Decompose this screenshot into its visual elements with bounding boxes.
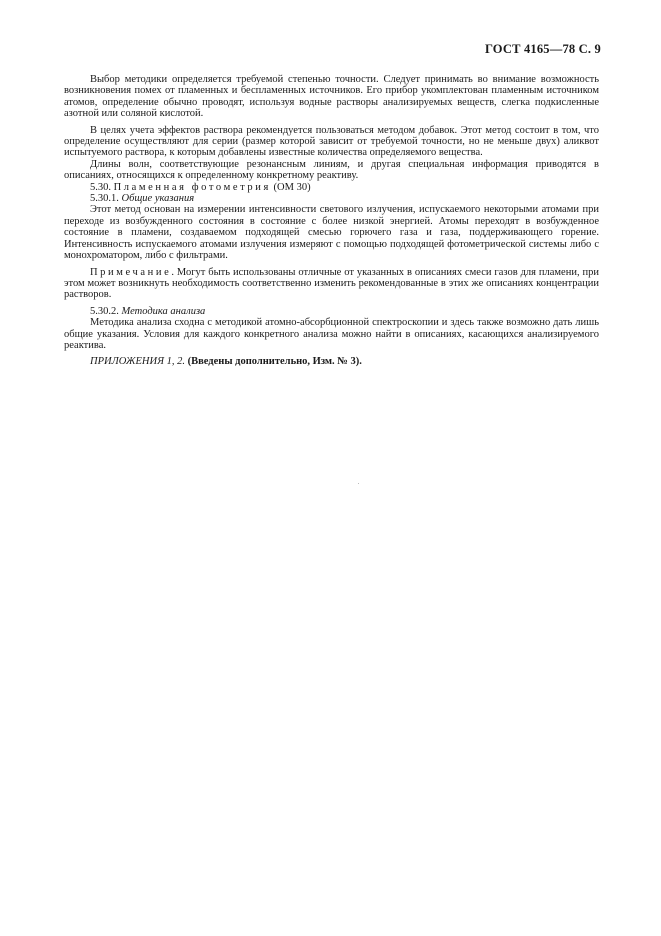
section-number: 5.30. bbox=[90, 181, 111, 193]
paragraph-method-choice: Выбор методики определяется требуемой степенью точности. Следует принимать во внимание возможность возникновения помех от пламенных и беспламенных источников. Его прибор укомплектован пламенным источником атомов, определение обычно проводят, используя водные растворы анализируемых веществ, слегка подкисленные азотной или соляной кислотой. bbox=[64, 74, 599, 120]
note-paragraph bbox=[64, 267, 599, 301]
section-code: (ОМ 30) bbox=[273, 181, 311, 193]
paragraph-wavelengths: Длины волн, соответствующие резонансным линиям, и другая специальная информация приводятся в описаниях, относящихся к определенному конкретному реактиву. bbox=[64, 158, 599, 182]
subsection-title: Общие указания bbox=[121, 193, 195, 205]
note-label: Примечание bbox=[90, 266, 172, 278]
speck-mark bbox=[358, 483, 359, 484]
appendix-note bbox=[64, 356, 599, 367]
section-heading-5-30 bbox=[64, 182, 599, 193]
paragraph-additions-method: В целях учета эффектов раствора рекомендуется пользоваться методом добавок. Этот метод состоит в том, что определение осуществляют для серии (размер которой зависит от требуемой точности, но не меньше двух) аликвот испытуемого раствора, к которым добавлены известные количества определяемого вещества. bbox=[64, 124, 599, 159]
subsection-number: 5.30.2. bbox=[90, 305, 119, 317]
subsection-heading-5-30-1 bbox=[64, 193, 599, 204]
subsection-number: 5.30.1. bbox=[90, 193, 119, 205]
document-body bbox=[64, 74, 599, 368]
subsection-heading-5-30-2 bbox=[64, 306, 599, 317]
paragraph-flame-photometry: Этот метод основан на измерении интенсивности светового излучения, испускаемого некоторыми атомами при переходе из возбужденного состояния в состояние с более низкой энергией. Атомы переходят в возбужденное состояние в пламени, создаваемом подходящей смесью горючего газа и газа, поддерживающего горение. Интенсивность испускаемого атомами излучения измеряют с помощью подходящей фотометрической системы либо с монохроматором, либо с фильтрами. bbox=[64, 204, 599, 262]
paragraph-analysis-method: Методика анализа сходна с методикой атомно-абсорбционной спектроскопии и здесь также возможно дать лишь общие указания. Условия для каждого конкретного анализа можно найти в описаниях, касающихся анализируемого реактива. bbox=[64, 317, 599, 351]
note-text: . Могут быть использованы отличные от указанных в описаниях смеси газов для пламени, при этом может возникнуть необходимость соответственно изменить рекомендованные в этих же описаниях концентрации растворов. bbox=[64, 266, 599, 301]
page-header: ГОСТ 4165—78 С. 9 bbox=[484, 42, 601, 56]
appendix-label: ПРИЛОЖЕНИЯ 1, 2. bbox=[90, 356, 185, 368]
appendix-amendment: (Введены дополнительно, Изм. № 3). bbox=[187, 356, 362, 368]
subsection-title: Методика анализа bbox=[121, 305, 206, 317]
section-title: Пламенная фотометрия bbox=[113, 181, 271, 193]
